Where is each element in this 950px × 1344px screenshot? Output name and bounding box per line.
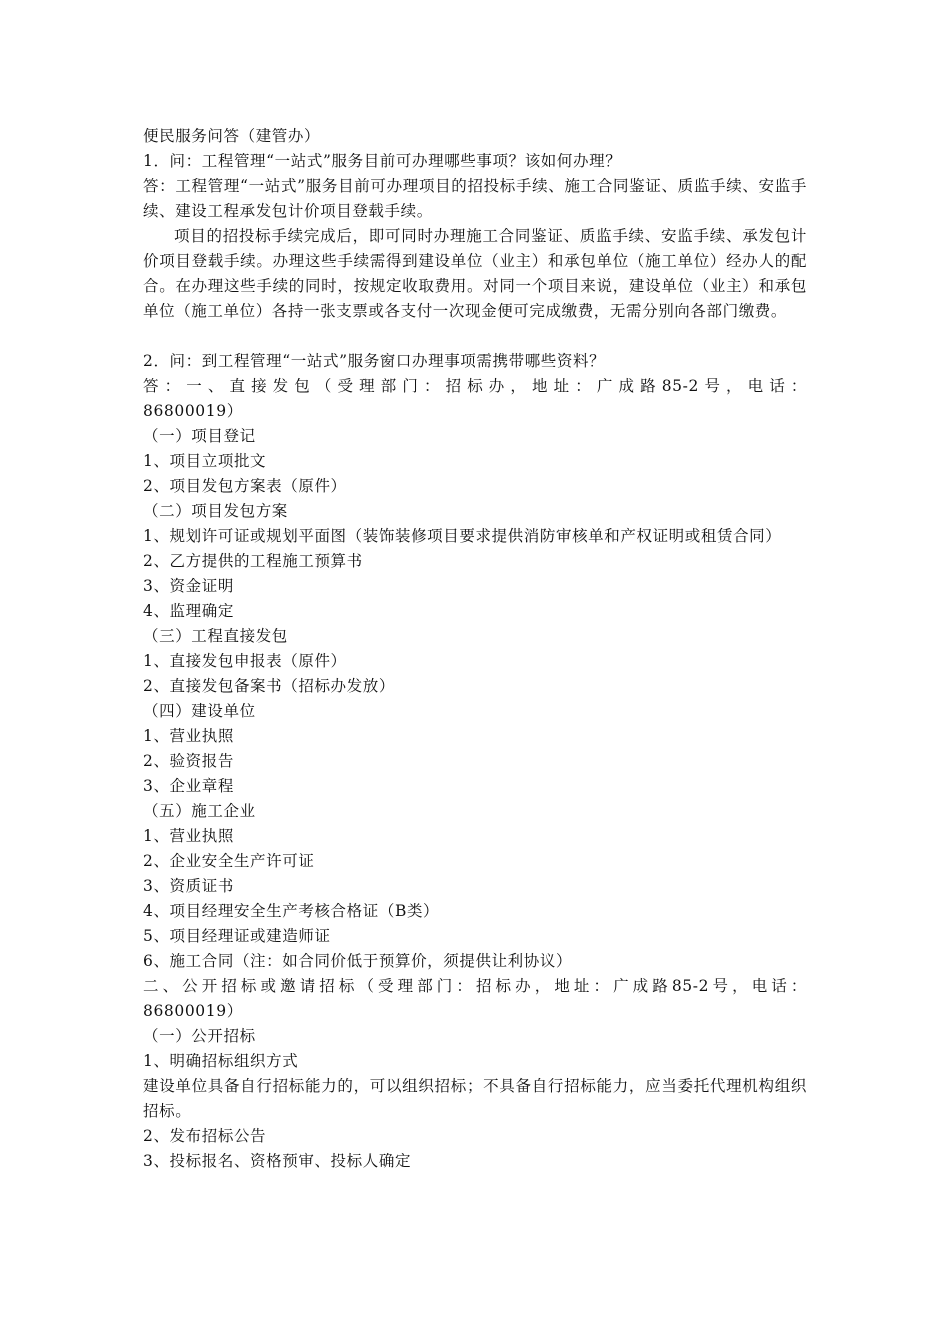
answer-2-heading: 答：一、直接发包（受理部门：招标办，地址：广成路85-2号，电话：: [143, 377, 807, 395]
list-item: 1、营业执照: [143, 827, 234, 845]
list-item: （四）建设单位: [143, 702, 256, 720]
list-item: 2、项目发包方案表（原件）: [143, 477, 347, 495]
list-item: 3、企业章程: [143, 777, 234, 795]
list-item: （三）工程直接发包: [143, 627, 288, 645]
question-1: 1．问：工程管理“一站式”服务目前可办理哪些事项？该如何办理？: [143, 152, 622, 170]
list-item-long: 1、规划许可证或规划平面图（装饰装修项目要求提供消防审核单和产权证明或租赁合同）: [143, 527, 782, 545]
list-item: 5、项目经理证或建造师证: [143, 927, 331, 945]
list-item: （一）公开招标: [143, 1027, 256, 1045]
list-item: 3、资质证书: [143, 877, 234, 895]
list-item: （五）施工企业: [143, 802, 256, 820]
list-item: 2、直接发包备案书（招标办发放）: [143, 677, 395, 695]
organization-paragraph: 建设单位具备自行招标能力的，可以组织招标；不具备自行招标能力，应当委托代理机构组织招标。: [143, 1077, 807, 1120]
question-2: 2．问：到工程管理“一站式”服务窗口办理事项需携带哪些资料？: [143, 352, 606, 370]
section-2-heading: 二、公开招标或邀请招标（受理部门：招标办，地址：广成路85-2号，电话：: [143, 977, 807, 995]
section-2-phone: 86800019）: [143, 1002, 243, 1020]
list-item: （一）项目登记: [143, 427, 256, 445]
list-item: （二）项目发包方案: [143, 502, 288, 520]
list-item: 1、项目立项批文: [143, 452, 267, 470]
list-item: 2、乙方提供的工程施工预算书: [143, 552, 363, 570]
answer-1-paragraph-2: 项目的招投标手续完成后，即可同时办理施工合同鉴证、质监手续、安监手续、承发包计价项目登载手续。办理这些手续需得到建设单位（业主）和承包单位（施工单位）经办人的配合。在办理这些手续的同时，按规定收取费用。对同一个项目来说，建设单位（业主）和承包单位（施工单位）各持一张支票或各支付一次现金便可完成缴费，无需分别向各部门缴费。: [143, 227, 807, 320]
list-item: 1、直接发包申报表（原件）: [143, 652, 347, 670]
list-item: 2、企业安全生产许可证: [143, 852, 315, 870]
list-item: 3、资金证明: [143, 577, 234, 595]
list-item: 4、监理确定: [143, 602, 234, 620]
list-item: 4、项目经理安全生产考核合格证（B类）: [143, 902, 440, 920]
answer-2-phone: 86800019）: [143, 402, 243, 420]
document-title: 便民服务问答（建管办）: [143, 127, 321, 145]
list-item: 2、验资报告: [143, 752, 234, 770]
answer-1: 答：工程管理“一站式”服务目前可办理项目的招投标手续、施工合同鉴证、质监手续、安监手续、建设工程承发包计价项目登载手续。: [143, 177, 807, 220]
document-page: [143, 124, 807, 1174]
paragraph-spacer: [143, 324, 807, 349]
list-item: 2、发布招标公告: [143, 1127, 267, 1145]
list-item: 6、施工合同（注：如合同价低于预算价，须提供让利协议）: [143, 952, 573, 970]
list-item: 3、投标报名、资格预审、投标人确定: [143, 1152, 412, 1170]
list-item: 1、营业执照: [143, 727, 234, 745]
list-item: 1、明确招标组织方式: [143, 1052, 299, 1070]
